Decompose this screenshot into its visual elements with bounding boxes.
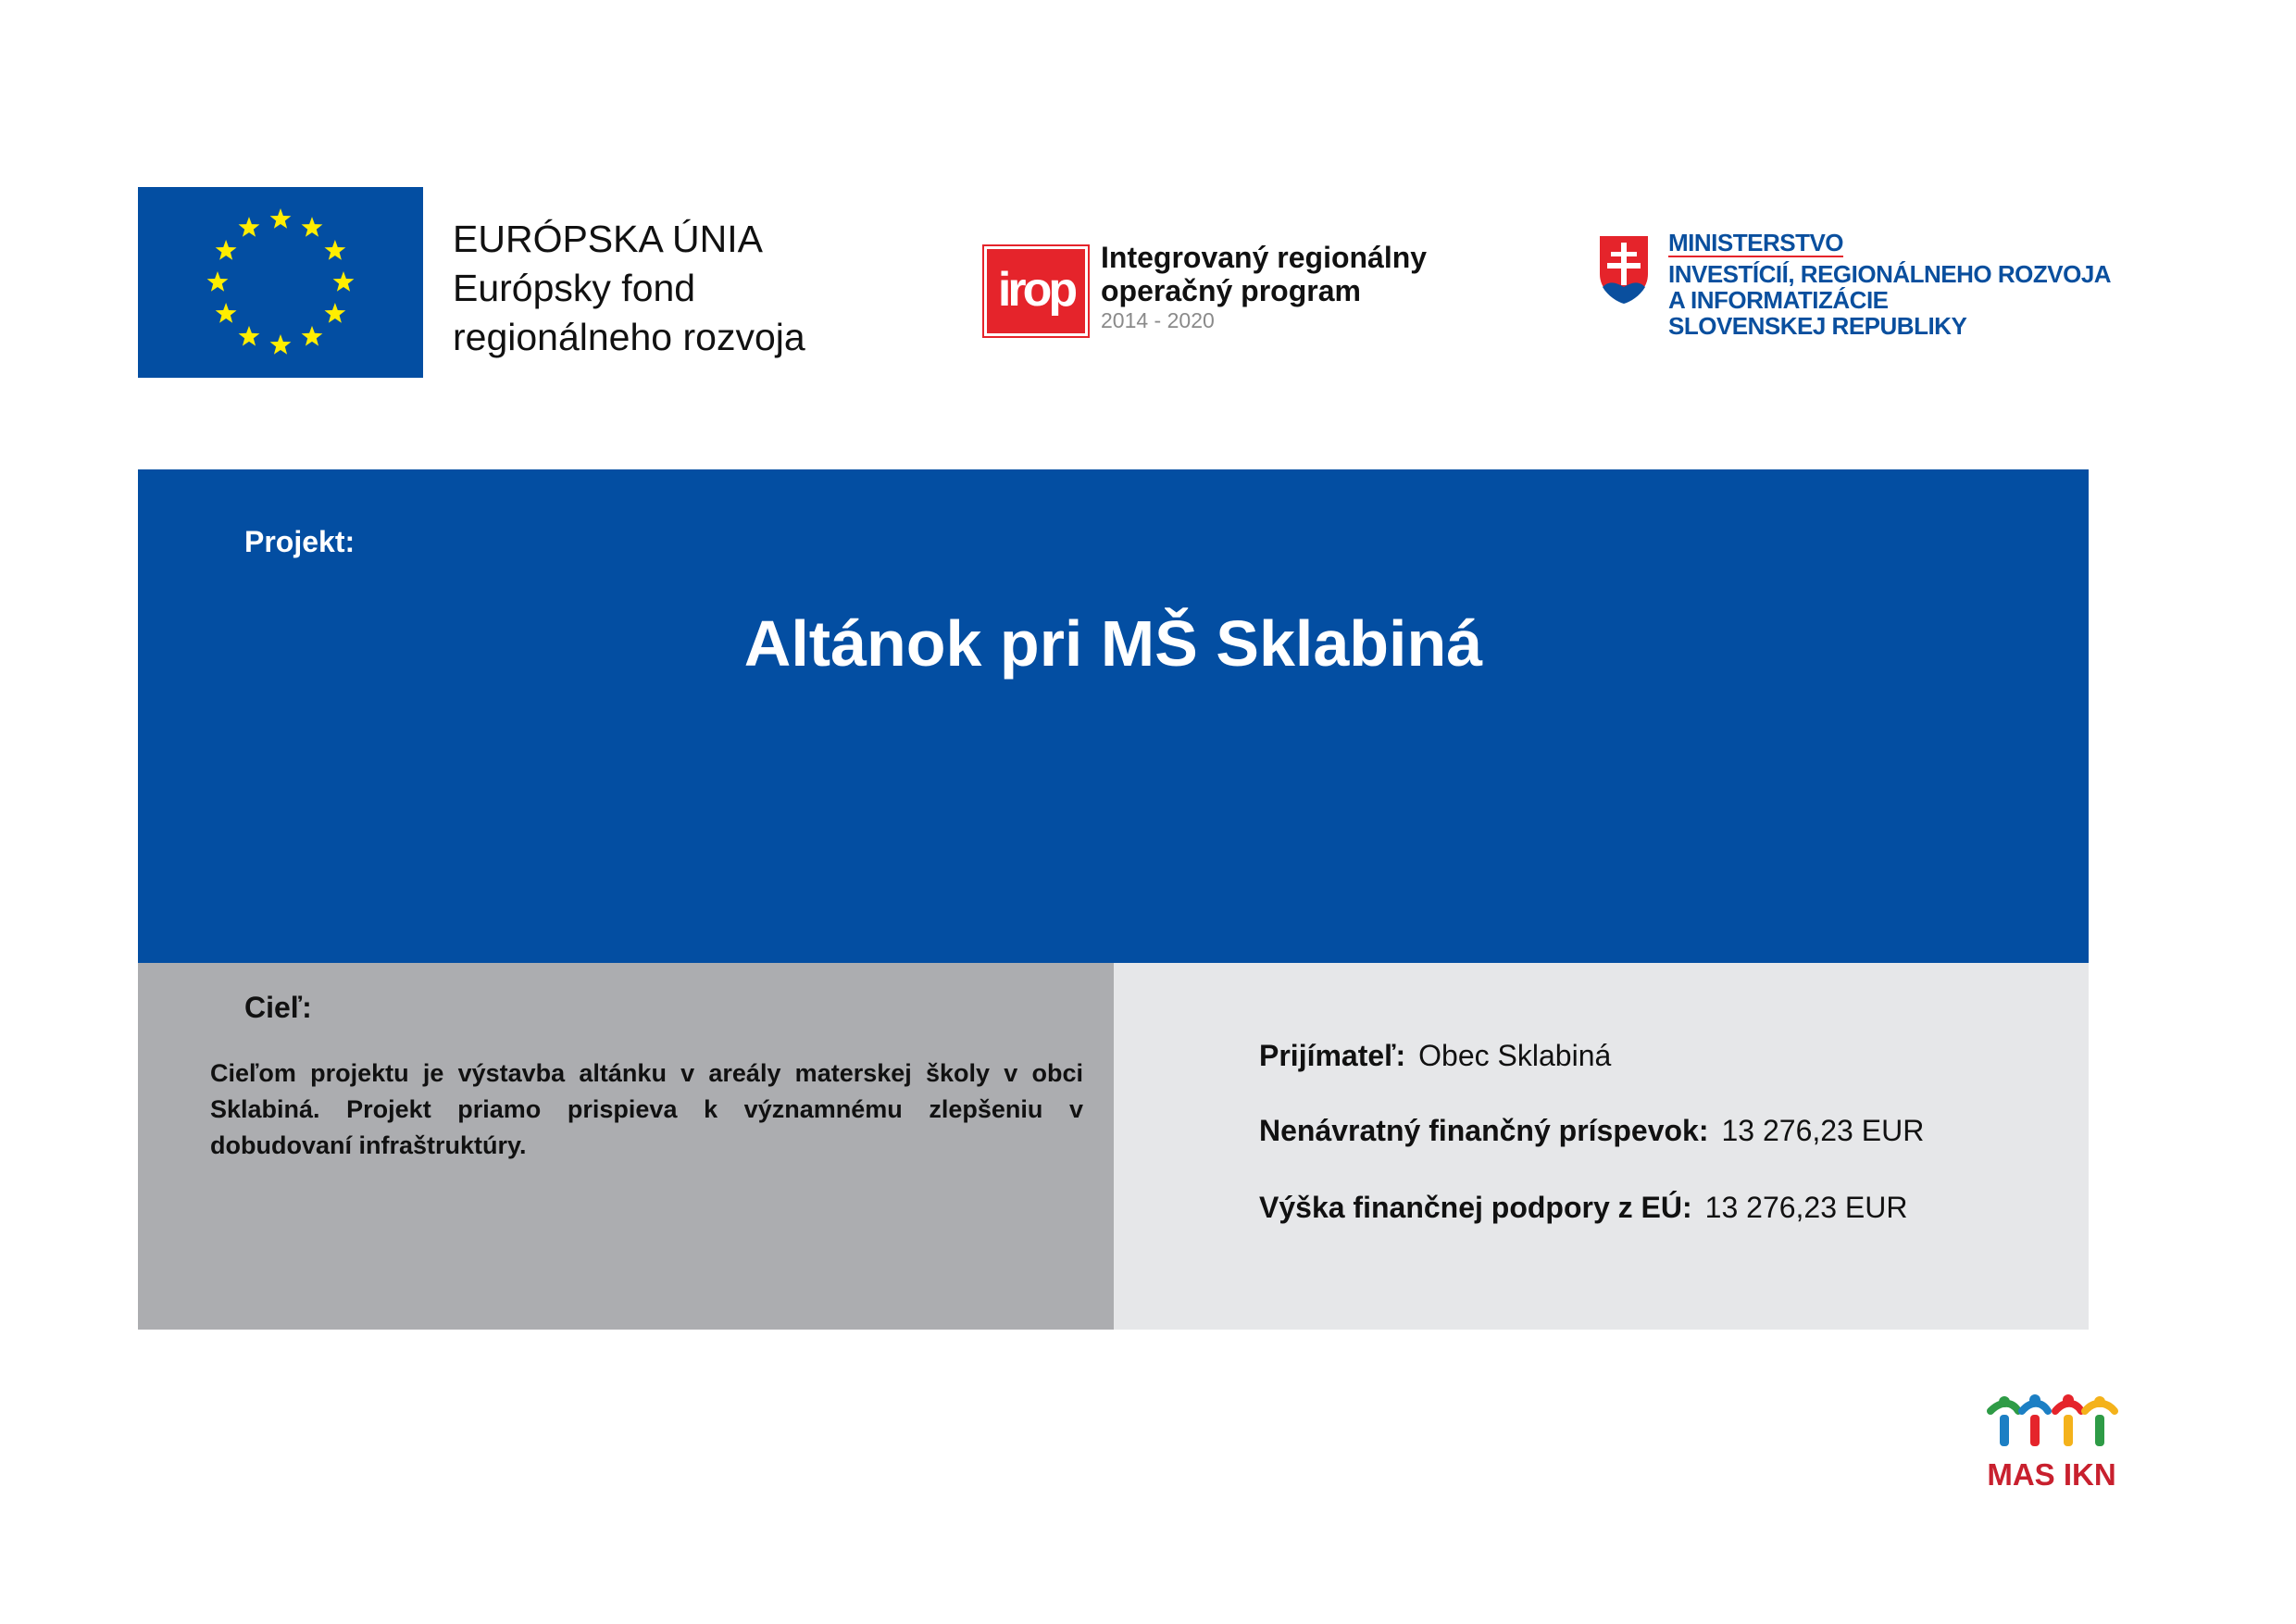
eu-star-icon [270, 208, 292, 229]
project-label: Projekt: [244, 525, 356, 558]
irop-program-text [1101, 241, 1427, 333]
goal-panel [138, 963, 1114, 1330]
eu-support-value: 13 276,23 EUR [1704, 1191, 1908, 1224]
info-panel [1114, 963, 2089, 1330]
ministry-text [1668, 230, 2111, 339]
eu-flag-logo [138, 187, 423, 378]
slovak-coat-of-arms-icon [1597, 233, 1651, 306]
project-title: Altánok pri MŠ Sklabiná [743, 607, 1483, 680]
irop-logo [984, 246, 1088, 336]
irop-logo-text: irop [997, 263, 1075, 317]
grant-row [1259, 1114, 1924, 1148]
irop-line1: Integrovaný regionálny [1101, 241, 1428, 274]
eu-star-icon [207, 271, 229, 292]
eu-star-icon [325, 240, 346, 260]
grant-value: 13 276,23 EUR [1721, 1114, 1925, 1147]
eu-star-icon [270, 334, 292, 355]
eu-star-icon [302, 326, 323, 346]
eu-name: EURÓPSKA ÚNIA [453, 218, 763, 260]
eu-fund-name-cont: regionálneho rozvoja [453, 316, 805, 358]
recipient-value: Obec Sklabiná [1418, 1039, 1612, 1072]
eu-fund-name: Európsky fond [453, 267, 696, 309]
goal-description: Cieľom projektu je výstavba altánku v areály materskej školy v obci Sklabiná. Projekt priamo prispieva k významnému zlepšeniu v dobudovaní infraštruktúry. [210, 1059, 1083, 1159]
ministry-line2: INVESTÍCIÍ, REGIONÁLNEHO ROZVOJA [1668, 260, 2112, 288]
eu-support-row [1259, 1191, 1907, 1225]
ministry-line4: SLOVENSKEJ REPUBLIKY [1668, 312, 1967, 340]
goal-label: Cieľ: [244, 991, 312, 1024]
eu-support-label: Výška finančnej podpory z EÚ: [1259, 1191, 1692, 1224]
eu-star-icon [239, 217, 260, 237]
irop-line2: operačný program [1101, 274, 1361, 307]
eu-star-icon [216, 303, 237, 323]
eu-star-icon [333, 271, 355, 292]
eu-star-icon [302, 217, 323, 237]
grant-label: Nenávratný finančný príspevok: [1259, 1114, 1709, 1147]
eu-fund-text [453, 215, 805, 362]
eu-star-icon [216, 240, 237, 260]
eu-star-icon [325, 303, 346, 323]
project-panel [138, 469, 2089, 963]
ministry-line3: A INFORMATIZÁCIE [1668, 286, 1889, 314]
mas-ikn-logo-text: MAS IKN [1987, 1457, 2116, 1492]
irop-years: 2014 - 2020 [1101, 308, 1215, 332]
recipient-row [1259, 1039, 1611, 1073]
recipient-label: Prijímateľ: [1259, 1039, 1406, 1072]
eu-star-icon [239, 326, 260, 346]
ministry-line1: MINISTERSTVO [1668, 229, 1844, 256]
